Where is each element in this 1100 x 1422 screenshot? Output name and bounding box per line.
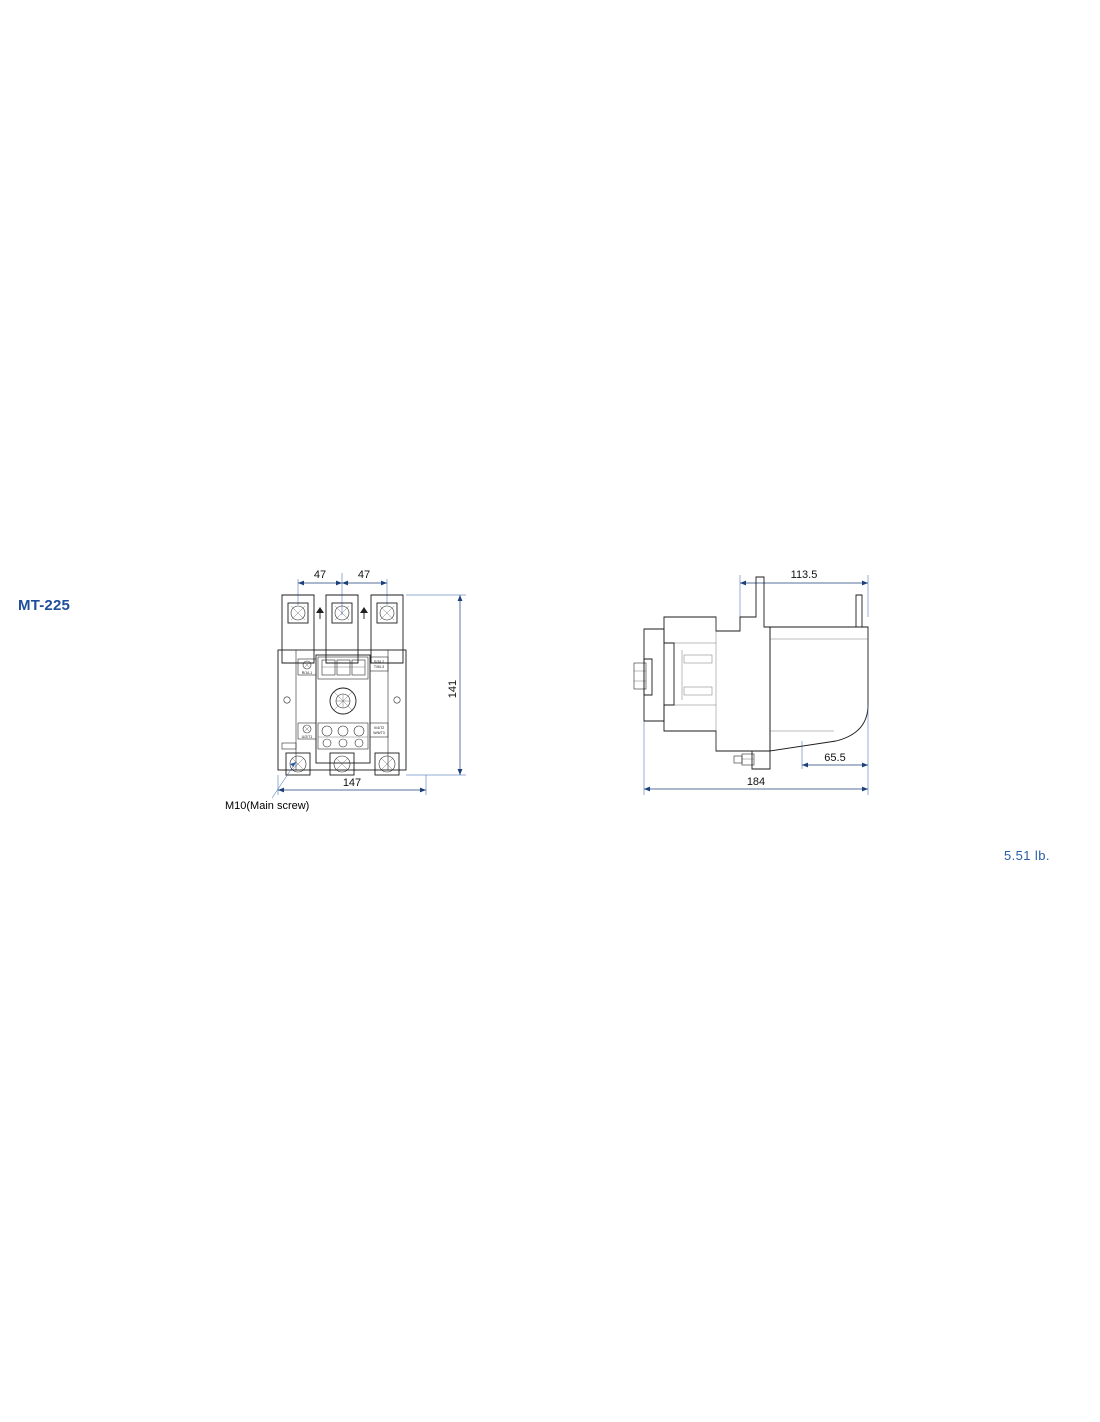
dim-113-5: 113.5 xyxy=(790,569,818,581)
main-screw-note: M10(Main screw) xyxy=(225,800,310,812)
dim-147: 147 xyxy=(342,777,362,789)
dim-47-left: 47 xyxy=(313,569,327,581)
dim-65-5: 65.5 xyxy=(824,752,846,764)
front-right-dimension xyxy=(406,595,466,775)
front-view-drawing xyxy=(230,555,530,835)
side-inner-dimension xyxy=(802,705,868,769)
dim-184: 184 xyxy=(746,776,766,788)
terminal-label-r1l1: R/1/L1 xyxy=(301,671,313,675)
terminal-label-v4t2: V/4/T2 xyxy=(373,726,385,730)
front-bottom-dimension xyxy=(278,775,426,795)
dim-141: 141 xyxy=(447,679,459,699)
terminal-label-u2t1: U/2/T1 xyxy=(301,735,313,739)
relay-body xyxy=(278,650,406,770)
dim-47-right: 47 xyxy=(357,569,371,581)
front-view-svg xyxy=(230,555,530,835)
terminal-label-w6t3: W/6/T3 xyxy=(373,731,385,735)
model-label: MT-225 xyxy=(18,597,71,614)
side-view-drawing xyxy=(620,555,910,835)
front-top-dimensions xyxy=(298,569,387,615)
weight-label: 5.51 lb. xyxy=(1004,848,1050,863)
main-screw-leader xyxy=(272,762,296,798)
top-terminal-lugs xyxy=(282,595,403,663)
terminal-label-s3l2: S/3/L2 xyxy=(373,660,385,664)
side-view-svg xyxy=(620,555,910,835)
terminal-label-t5l3: T/5/L3 xyxy=(373,665,385,669)
side-profile xyxy=(634,577,868,769)
